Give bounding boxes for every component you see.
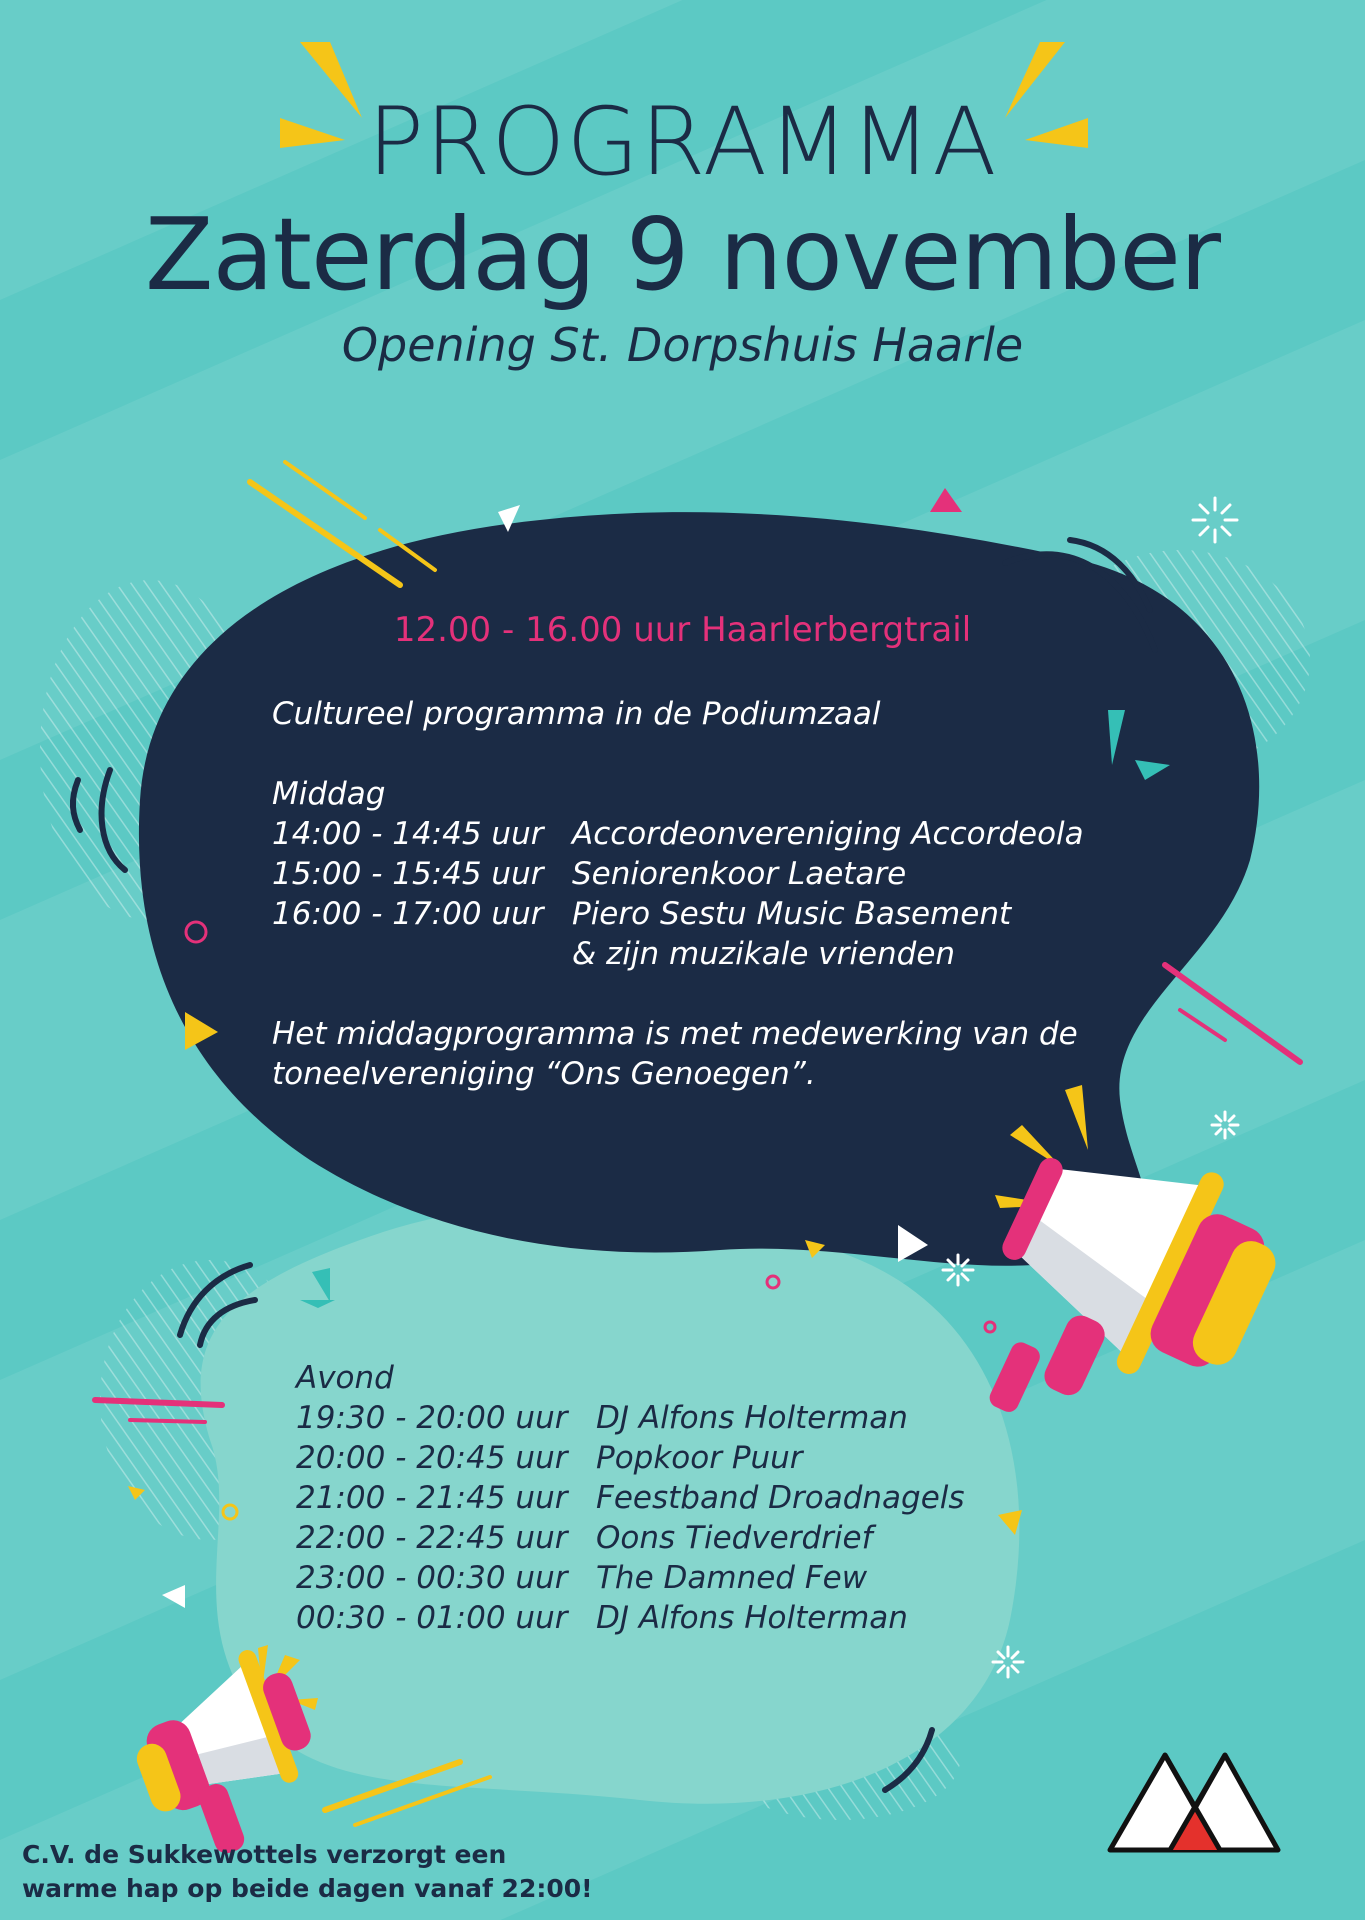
- evening-program: [296, 1358, 965, 1638]
- schedule-row: [296, 1438, 965, 1478]
- schedule-act: Seniorenkoor Laetare: [572, 856, 907, 892]
- footer-line1: C.V. de Sukkewottels verzorgt een: [22, 1840, 507, 1869]
- schedule-act: Piero Sestu Music Basement: [572, 896, 1012, 932]
- section-label-middag: Middag: [272, 776, 386, 812]
- schedule-act: The Damned Few: [596, 1560, 868, 1596]
- schedule-time: 19:30 - 20:00 uur: [296, 1400, 568, 1436]
- trail-announcement: 12.00 - 16.00 uur Haarlerbergtrail: [393, 610, 972, 650]
- schedule-time: 14:00 - 14:45 uur: [272, 816, 544, 852]
- schedule-time: 21:00 - 21:45 uur: [296, 1480, 568, 1516]
- schedule-time: 15:00 - 15:45 uur: [272, 856, 544, 892]
- schedule-row: [296, 1558, 965, 1598]
- logo-mountains-icon: [1110, 1755, 1278, 1850]
- schedule-time: 00:30 - 01:00 uur: [296, 1600, 568, 1636]
- afternoon-program: [272, 694, 1084, 1094]
- schedule-act: DJ Alfons Holterman: [596, 1600, 908, 1636]
- schedule-row: [272, 894, 1084, 934]
- page-title: PROGRAMMA: [367, 88, 998, 197]
- footer-note: [22, 1838, 593, 1906]
- schedule-act: Feestband Droadnagels: [596, 1480, 965, 1516]
- schedule-time: 16:00 - 17:00 uur: [272, 896, 544, 932]
- schedule-act-continuation: & zijn muzikale vrienden: [572, 936, 956, 972]
- schedule-row: [296, 1518, 965, 1558]
- schedule-row: [272, 814, 1084, 854]
- schedule-time: 23:00 - 00:30 uur: [296, 1560, 568, 1596]
- program-note-line1: Het middagprogramma is met medewerking van de: [272, 1016, 1078, 1052]
- footer-line2: warme hap op beide dagen vanaf 22:00!: [22, 1874, 593, 1903]
- schedule-act: DJ Alfons Holterman: [596, 1400, 908, 1436]
- section-label-avond: Avond: [296, 1360, 394, 1396]
- schedule-act: Oons Tiedverdrief: [596, 1520, 873, 1556]
- schedule-row: [296, 1598, 965, 1638]
- schedule-row: [296, 1398, 965, 1438]
- schedule-row-continuation: [272, 934, 1084, 974]
- event-subtitle: Opening St. Dorpshuis Haarle: [341, 318, 1024, 372]
- schedule-act: Popkoor Puur: [596, 1440, 803, 1476]
- schedule-time: 22:00 - 22:45 uur: [296, 1520, 568, 1556]
- schedule-row: [296, 1478, 965, 1518]
- schedule-act: Accordeonvereniging Accordeola: [572, 816, 1084, 852]
- program-note-line2: toneelvereniging “Ons Genoegen”.: [272, 1056, 816, 1092]
- schedule-row: [272, 854, 1084, 894]
- event-date: Zaterdag 9 november: [144, 196, 1221, 313]
- schedule-time: 20:00 - 20:45 uur: [296, 1440, 568, 1476]
- program-intro: Cultureel programma in de Podiumzaal: [272, 696, 881, 732]
